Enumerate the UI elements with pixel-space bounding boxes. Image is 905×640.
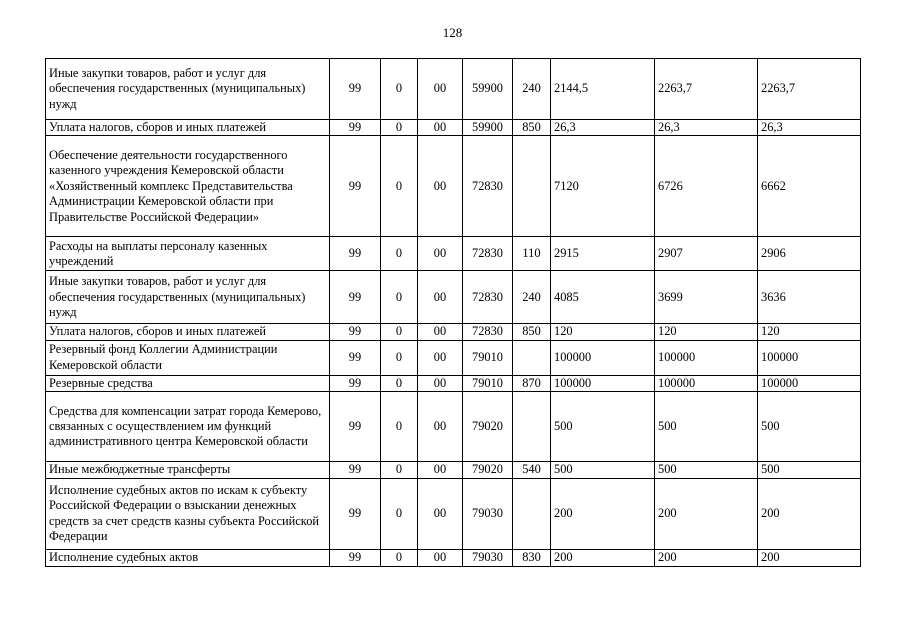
value-year1-cell: 120 xyxy=(551,324,655,340)
row-name-cell: Уплата налогов, сборов и иных платежей xyxy=(46,324,330,340)
value-year1-cell: 26,3 xyxy=(551,120,655,136)
target-code-cell: 79010 xyxy=(463,375,513,391)
table-row xyxy=(46,392,861,462)
value-year1-cell: 2144,5 xyxy=(551,59,655,120)
value-year1-cell: 4085 xyxy=(551,271,655,324)
row-name-cell: Исполнение судебных актов xyxy=(46,549,330,566)
subsection-code-cell: 0 xyxy=(381,136,418,237)
value-year2-cell: 26,3 xyxy=(655,120,758,136)
program-code-cell: 00 xyxy=(418,392,463,462)
table-row xyxy=(46,340,861,375)
value-year3-cell: 500 xyxy=(758,462,861,478)
value-year3-cell: 200 xyxy=(758,549,861,566)
row-name-cell: Уплата налогов, сборов и иных платежей xyxy=(46,120,330,136)
program-code-cell: 00 xyxy=(418,375,463,391)
row-name-cell: Расходы на выплаты персоналу казенных учреждений xyxy=(46,237,330,271)
table-row xyxy=(46,549,861,566)
section-code-cell: 99 xyxy=(330,462,381,478)
value-year2-cell: 100000 xyxy=(655,375,758,391)
section-code-cell: 99 xyxy=(330,549,381,566)
subsection-code-cell: 0 xyxy=(381,340,418,375)
expense-type-cell xyxy=(513,392,551,462)
value-year3-cell: 200 xyxy=(758,478,861,549)
value-year2-cell: 3699 xyxy=(655,271,758,324)
table-row xyxy=(46,478,861,549)
row-name-cell: Иные закупки товаров, работ и услуг для обеспечения государственных (муниципальных) нужд xyxy=(46,59,330,120)
target-code-cell: 72830 xyxy=(463,136,513,237)
value-year1-cell: 2915 xyxy=(551,237,655,271)
subsection-code-cell: 0 xyxy=(381,392,418,462)
value-year2-cell: 200 xyxy=(655,549,758,566)
expense-type-cell: 540 xyxy=(513,462,551,478)
expense-type-cell: 830 xyxy=(513,549,551,566)
section-code-cell: 99 xyxy=(330,478,381,549)
value-year3-cell: 2263,7 xyxy=(758,59,861,120)
row-name-cell: Обеспечение деятельности государственного казенного учреждения Кемеровской области «Хозяйственный комплекс Представительства Администрации Кемеровской области при Правительстве Российской Федерации» xyxy=(46,136,330,237)
program-code-cell: 00 xyxy=(418,59,463,120)
program-code-cell: 00 xyxy=(418,324,463,340)
section-code-cell: 99 xyxy=(330,136,381,237)
subsection-code-cell: 0 xyxy=(381,478,418,549)
row-name-cell: Средства для компенсации затрат города Кемерово, связанных с осуществлением им функций административного центра Кемеровской области xyxy=(46,392,330,462)
value-year3-cell: 100000 xyxy=(758,340,861,375)
value-year1-cell: 200 xyxy=(551,549,655,566)
expense-type-cell: 870 xyxy=(513,375,551,391)
target-code-cell: 79030 xyxy=(463,549,513,566)
program-code-cell: 00 xyxy=(418,340,463,375)
target-code-cell: 72830 xyxy=(463,271,513,324)
target-code-cell: 72830 xyxy=(463,237,513,271)
program-code-cell: 00 xyxy=(418,136,463,237)
section-code-cell: 99 xyxy=(330,392,381,462)
target-code-cell: 79020 xyxy=(463,462,513,478)
row-name-cell: Резервные средства xyxy=(46,375,330,391)
table-row xyxy=(46,59,861,120)
section-code-cell: 99 xyxy=(330,375,381,391)
value-year1-cell: 500 xyxy=(551,462,655,478)
page-number: 128 xyxy=(442,25,463,40)
value-year3-cell: 100000 xyxy=(758,375,861,391)
value-year1-cell: 100000 xyxy=(551,375,655,391)
value-year3-cell: 6662 xyxy=(758,136,861,237)
row-name-cell: Исполнение судебных актов по искам к субъекту Российской Федерации о взыскании денежных средств за счет средств казны субъекта Российской Федерации xyxy=(46,478,330,549)
expense-type-cell: 110 xyxy=(513,237,551,271)
value-year2-cell: 500 xyxy=(655,462,758,478)
subsection-code-cell: 0 xyxy=(381,375,418,391)
value-year2-cell: 500 xyxy=(655,392,758,462)
value-year3-cell: 2906 xyxy=(758,237,861,271)
row-name-cell: Иные межбюджетные трансферты xyxy=(46,462,330,478)
table-row xyxy=(46,271,861,324)
section-code-cell: 99 xyxy=(330,237,381,271)
subsection-code-cell: 0 xyxy=(381,462,418,478)
subsection-code-cell: 0 xyxy=(381,324,418,340)
value-year2-cell: 6726 xyxy=(655,136,758,237)
table-row xyxy=(46,324,861,340)
program-code-cell: 00 xyxy=(418,462,463,478)
value-year2-cell: 120 xyxy=(655,324,758,340)
table-row xyxy=(46,237,861,271)
value-year2-cell: 2263,7 xyxy=(655,59,758,120)
program-code-cell: 00 xyxy=(418,478,463,549)
section-code-cell: 99 xyxy=(330,340,381,375)
value-year1-cell: 100000 xyxy=(551,340,655,375)
value-year1-cell: 200 xyxy=(551,478,655,549)
target-code-cell: 79030 xyxy=(463,478,513,549)
expense-type-cell: 240 xyxy=(513,59,551,120)
subsection-code-cell: 0 xyxy=(381,120,418,136)
table-row xyxy=(46,462,861,478)
row-name-cell: Иные закупки товаров, работ и услуг для обеспечения государственных (муниципальных) нужд xyxy=(46,271,330,324)
target-code-cell: 59900 xyxy=(463,59,513,120)
table-row xyxy=(46,120,861,136)
value-year2-cell: 200 xyxy=(655,478,758,549)
table-row xyxy=(46,136,861,237)
target-code-cell: 79020 xyxy=(463,392,513,462)
section-code-cell: 99 xyxy=(330,120,381,136)
target-code-cell: 72830 xyxy=(463,324,513,340)
expense-type-cell: 850 xyxy=(513,120,551,136)
value-year1-cell: 500 xyxy=(551,392,655,462)
expense-type-cell xyxy=(513,340,551,375)
section-code-cell: 99 xyxy=(330,59,381,120)
value-year3-cell: 3636 xyxy=(758,271,861,324)
value-year3-cell: 26,3 xyxy=(758,120,861,136)
value-year2-cell: 100000 xyxy=(655,340,758,375)
program-code-cell: 00 xyxy=(418,549,463,566)
subsection-code-cell: 0 xyxy=(381,59,418,120)
subsection-code-cell: 0 xyxy=(381,549,418,566)
section-code-cell: 99 xyxy=(330,271,381,324)
row-name-cell: Резервный фонд Коллегии Администрации Кемеровской области xyxy=(46,340,330,375)
subsection-code-cell: 0 xyxy=(381,237,418,271)
value-year3-cell: 500 xyxy=(758,392,861,462)
program-code-cell: 00 xyxy=(418,120,463,136)
expense-type-cell: 240 xyxy=(513,271,551,324)
value-year3-cell: 120 xyxy=(758,324,861,340)
expense-type-cell xyxy=(513,136,551,237)
expense-type-cell: 850 xyxy=(513,324,551,340)
program-code-cell: 00 xyxy=(418,237,463,271)
table-row xyxy=(46,375,861,391)
target-code-cell: 79010 xyxy=(463,340,513,375)
target-code-cell: 59900 xyxy=(463,120,513,136)
budget-table xyxy=(45,58,861,567)
program-code-cell: 00 xyxy=(418,271,463,324)
subsection-code-cell: 0 xyxy=(381,271,418,324)
value-year1-cell: 7120 xyxy=(551,136,655,237)
value-year2-cell: 2907 xyxy=(655,237,758,271)
section-code-cell: 99 xyxy=(330,324,381,340)
expense-type-cell xyxy=(513,478,551,549)
